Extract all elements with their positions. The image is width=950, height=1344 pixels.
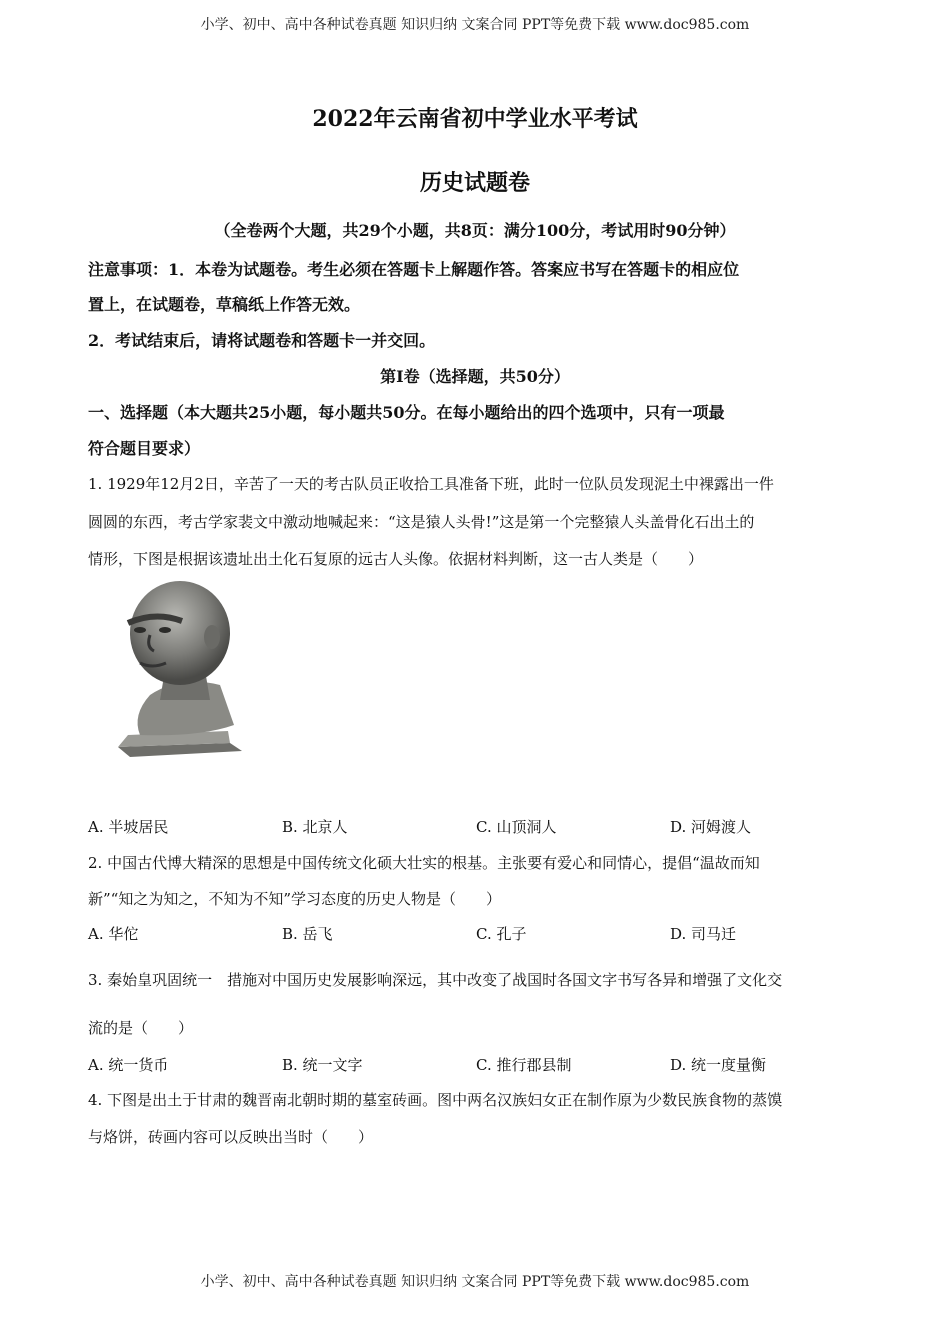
question-1-option-d: D. 河姆渡人: [670, 818, 752, 836]
question-1-line-2: 圆圆的东西，考古学家裴文中激动地喊起来：“这是猿人头骨!”这是第一个完整猿人头盖骨化石出土的: [88, 513, 755, 531]
section-title: 第Ⅰ卷（选择题，共50分）: [380, 367, 570, 386]
question-3-option-d: D. 统一度量衡: [670, 1056, 767, 1074]
question-3-option-c: C. 推行郡县制: [476, 1056, 572, 1074]
notice-line-1: 注意事项：1．本卷为试题卷。考生必须在答题卡上解题作答。答案应书写在答题卡的相应位: [88, 260, 740, 279]
question-1-option-c: C. 山顶洞人: [476, 818, 557, 836]
question-2-option-b: B. 岳飞: [282, 925, 333, 943]
question-3-line-1: 3. 秦始皇巩固统一 措施对中国历史发展影响深远，其中改变了战国时各国文字书写各异和增强了文化交: [88, 971, 783, 989]
question-3-line-2: 流的是（ ）: [88, 1019, 194, 1037]
part-instruction-line-2: 符合题目要求）: [88, 439, 201, 458]
peking-man-bust-image: [110, 575, 250, 765]
question-4-line-1: 4. 下图是出土于甘肃的魏晋南北朝时期的墓室砖画。图中两名汉族妇女正在制作原为少数民族食物的蒸馍: [88, 1091, 783, 1109]
question-2-option-d: D. 司马迁: [670, 925, 737, 943]
question-2-option-a: A. 华佗: [88, 925, 139, 943]
question-1-line-3: 情形，下图是根据该遗址出土化石复原的远古人头像。依据材料判断，这一古人类是（ ）: [88, 550, 704, 568]
question-2-line-2: 新”“知之为知之，不知为不知”学习态度的历史人物是（ ）: [88, 890, 502, 908]
question-1-option-b: B. 北京人: [282, 818, 348, 836]
question-3-option-b: B. 统一文字: [282, 1056, 363, 1074]
exam-subtitle: 历史试题卷: [419, 170, 530, 196]
page-footer: 小学、初中、高中各种试卷真题 知识归纳 文案合同 PPT等免费下载 www.doc985.com: [200, 1274, 750, 1290]
notice-line-2: 置上，在试题卷，草稿纸上作答无效。: [88, 295, 361, 314]
exam-info: （全卷两个大题，共29个小题，共8页：满分100分，考试用时90分钟）: [214, 221, 736, 240]
question-4-line-2: 与烙饼，砖画内容可以反映出当时（ ）: [88, 1128, 374, 1146]
question-2-option-c: C. 孔子: [476, 925, 527, 943]
question-1-line-1: 1. 1929年12月2日，辛苦了一天的考古队员正收拾工具准备下班，此时一位队员发现泥土中裸露出一件: [88, 475, 774, 493]
question-1-option-a: A. 半坡居民: [88, 818, 169, 836]
notice-line-3: 2．考试结束后，请将试题卷和答题卡一并交回。: [88, 331, 436, 350]
page-header: 小学、初中、高中各种试卷真题 知识归纳 文案合同 PPT等免费下载 www.doc985.com: [200, 17, 750, 33]
exam-title: 2022年云南省初中学业水平考试: [312, 106, 638, 132]
question-2-line-1: 2. 中国古代博大精深的思想是中国传统文化硕大壮实的根基。主张要有爱心和同情心，提倡“温故而知: [88, 854, 760, 872]
question-3-option-a: A. 统一货币: [88, 1056, 169, 1074]
part-instruction-line-1: 一、选择题（本大题共25小题，每小题共50分。在每小题给出的四个选项中，只有一项最: [88, 403, 725, 422]
